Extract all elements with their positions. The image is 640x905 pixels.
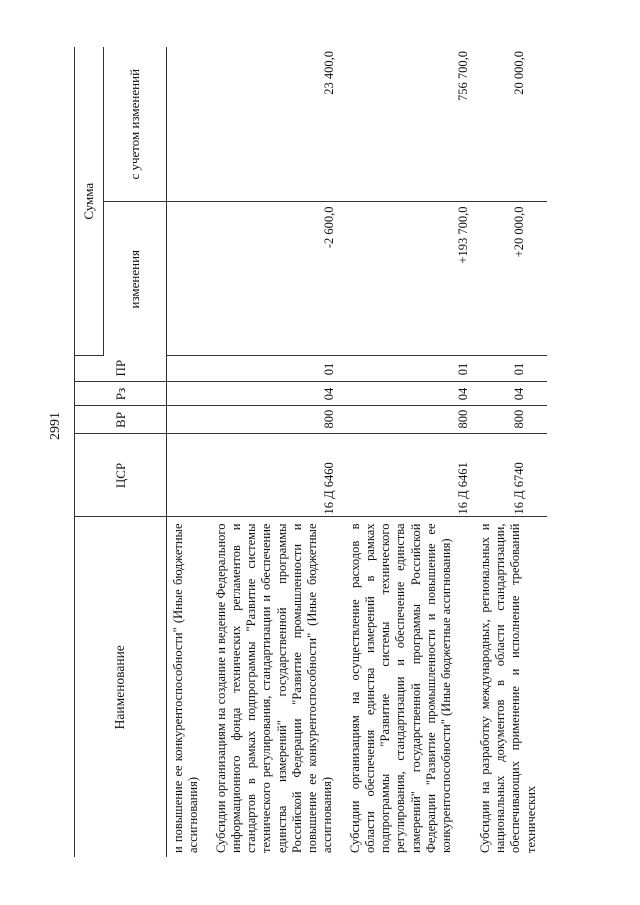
row-name: и повышение ее конкурентоспособности" (Иные бюджетные ассигнования) (171, 523, 201, 853)
header-pr: ПР (75, 356, 167, 382)
row-change: +20 000,0 (474, 202, 547, 356)
page-number: 2991 (48, 412, 63, 440)
budget-table-container (74, 47, 544, 857)
row-csr: 16 Д 6461 (344, 434, 474, 517)
row-change: +193 700,0 (344, 202, 474, 356)
header-sum: Сумма (75, 47, 104, 356)
header-with-change: с учетом изменений (104, 47, 167, 202)
row-rz: 04 (474, 382, 547, 406)
row-pr (167, 356, 210, 382)
header-name: Наименование (75, 517, 167, 857)
row-vr: 800 (474, 406, 547, 434)
row-vr (167, 406, 210, 434)
table-row (344, 47, 474, 857)
row-pr: 01 (210, 356, 344, 382)
row-vr: 800 (210, 406, 344, 434)
table-row (474, 47, 547, 857)
budget-table (74, 47, 547, 857)
row-name: Субсидии на разработку международных, региональных и национальных документов в области стандартизации, обеспечивающих применение и исполнение требований технических (477, 523, 538, 853)
row-change: -2 600,0 (210, 202, 344, 356)
header-csr: ЦСР (75, 434, 167, 517)
row-total: 23 400,0 (210, 47, 344, 202)
header-vr: ВР (75, 406, 167, 434)
row-total: 20 000,0 (474, 47, 547, 202)
row-name: Субсидии организациям на создание и ведение Федерального информационного фонда технических регламентов и стандартов в рамках подпрограммы "Развитие системы технического регулирования, стандартизации и обеспечение единства измерений" государственной программы Российской Федерации "Развитие промышленности и повышение ее конкурентоспособности" (Иные бюджетные ассигнования) (213, 523, 335, 853)
row-vr: 800 (344, 406, 474, 434)
row-name: Субсидии организациям на осуществление расходов в области обеспечения единства измерений в рамках подпрограммы "Развитие системы технического регулирования, стандартизации и обеспечение единства измерений" государственной программы Российской Федерации "Развитие промышленности и повышение ее конкурентоспособности" (Иные бюджетные ассигнования) (347, 523, 453, 853)
row-csr: 16 Д 6740 (474, 434, 547, 517)
row-pr: 01 (344, 356, 474, 382)
header-rz: Рз (75, 382, 167, 406)
row-change (167, 202, 210, 356)
row-rz (167, 382, 210, 406)
table-row (210, 47, 344, 857)
row-rz: 04 (210, 382, 344, 406)
row-csr: 16 Д 6460 (210, 434, 344, 517)
row-total: 756 700,0 (344, 47, 474, 202)
row-rz: 04 (344, 382, 474, 406)
row-pr: 01 (474, 356, 547, 382)
header-change: изменения (104, 202, 167, 356)
table-row (167, 47, 210, 857)
row-csr (167, 434, 210, 517)
row-total (167, 47, 210, 202)
